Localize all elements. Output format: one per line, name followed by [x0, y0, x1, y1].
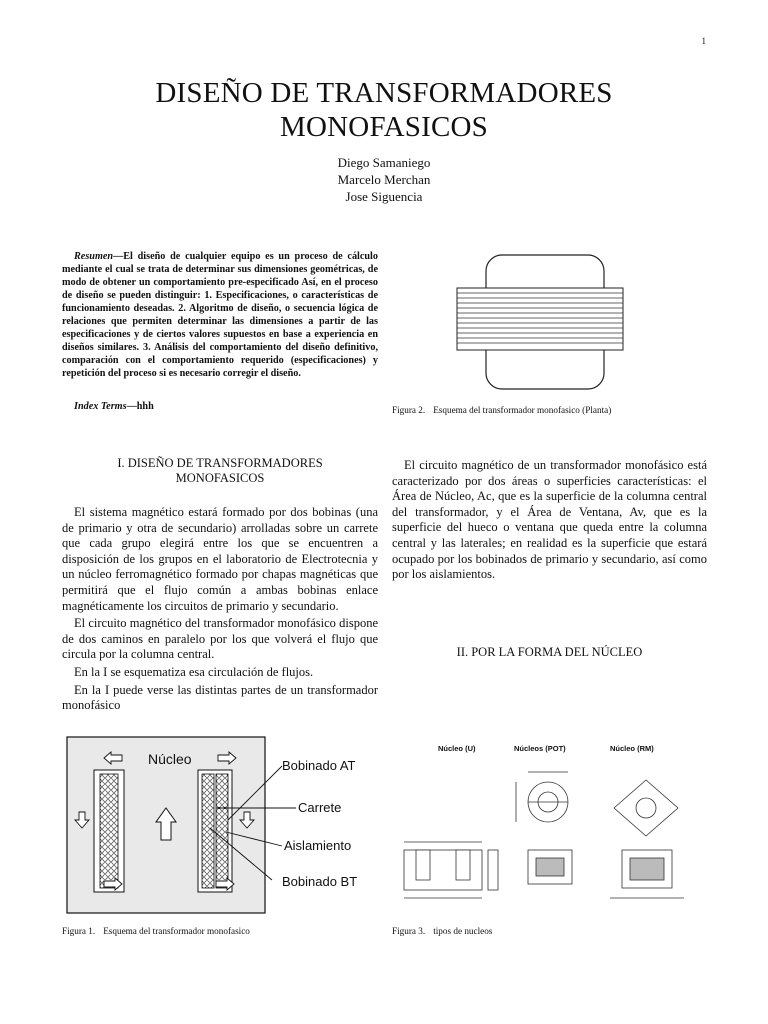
figure-1-caption	[62, 926, 250, 936]
u-core-drawing	[404, 842, 498, 898]
right-column-body	[392, 458, 707, 583]
right-winding-inner	[202, 774, 214, 888]
index-terms	[62, 401, 378, 412]
title-line-2: MONOFASICOS	[280, 111, 488, 143]
figure-2-drawing	[455, 252, 625, 392]
author-2: Marcelo Merchan	[337, 172, 431, 187]
section-1-heading	[62, 456, 378, 486]
section-1-body	[62, 505, 378, 714]
section-2-heading: II. POR LA FORMA DEL NÚCLEO	[456, 645, 643, 659]
label-bobinado-bt: Bobinado BT	[282, 874, 358, 889]
pot-core-drawing	[516, 772, 572, 884]
section-1-heading-line-2: MONOFASICOS	[175, 471, 265, 485]
figure-1-caption-text: Esquema del transformador monofasico	[103, 926, 250, 936]
section-1-heading-line-1: I. DISEÑO DE TRANSFORMADORES	[117, 456, 323, 470]
figure-2-label: Figura 2.	[392, 405, 426, 415]
paragraph: El sistema magnético estará formado por dos bobinas (una de primario y otra de secundario) arrolladas sobre un carrete que cada grupo elegirá entre los que se encuentren a disposición de los grupos en el laboratorio de Electrotecnia y un núcleo ferromagnético formado por chapas magnéticas que permitirá que el flujo común a ambas bobinas enlace magnéticamente los circuitos de primario y secundario.	[62, 505, 378, 613]
paragraph: El circuito magnético de un transformador monofásico está caracterizado por dos áreas o superficies características: el Área de Núcleo, Ac, que es la superficie de la columna central del transformador, y el Área de Ventana, Av, que es la superficie del hueco o ventana que queda entre la columna central y las laterales; en realidad es la superficie que estará ocupado por los bobinados de primario y secundario, así como por los aislamientos.	[392, 458, 707, 582]
label-nucleo-rm: Núcleo (RM)	[610, 744, 654, 753]
core-laminations	[457, 288, 623, 350]
abstract-text: —El diseño de cualquier equipo es un proceso de cálculo mediante el cual se trata de determinar sus dimensiones geométricas, de modo de obtener un comportamiento pre-especificado Así, en el proceso de diseño se pueden distinguir: 1. Especificaciones, o características de funcionamiento deseadas. 2. Algoritmo de diseño, o secuencia lógica de relaciones que permiten determinar las dimensiones a partir de las especificaciones y de ciertos valores supuestos en base a experiencia en diseños similares. 3. Análisis del comportamiento del diseño definitivo, comparación con el comportamiento requerido (especificaciones) y repetición del proceso si es necesario corregir el diseño.	[62, 251, 378, 379]
figure-2-caption	[392, 405, 611, 415]
paragraph: El circuito magnético del transformador monofásico dispone de dos caminos en paralelo por los que volverá el flujo que circula por la columna central.	[62, 616, 378, 662]
label-bobinado-at: Bobinado AT	[282, 758, 356, 773]
author-1: Diego Samaniego	[337, 155, 431, 170]
label-aislamiento: Aislamiento	[284, 838, 352, 853]
abstract	[62, 250, 378, 380]
index-terms-text: —hhh	[126, 401, 154, 412]
rm-core-drawing	[610, 780, 684, 898]
abstract-label: Resumen	[74, 251, 114, 262]
figure-3-caption-text: tipos de nucleos	[433, 926, 493, 936]
figure-1-label: Figura 1.	[62, 926, 96, 936]
title-line-1: DISEÑO DE TRANSFORMADORES	[155, 77, 613, 109]
label-carrete: Carrete	[298, 800, 342, 815]
label-nucleo-u: Núcleo (U)	[438, 744, 476, 753]
label-nucleos-pot: Núcleos (POT)	[514, 744, 566, 753]
paper-title	[0, 76, 768, 144]
figure-2-caption-text: Esquema del transformador monofasico (Planta)	[433, 405, 612, 415]
page-number: 1	[701, 36, 706, 46]
figure-1-drawing	[66, 736, 376, 916]
index-terms-label: Index Terms	[74, 401, 127, 412]
paragraph: En la I puede verse las distintas partes de un transformador monofásico	[62, 682, 378, 713]
authors	[0, 154, 768, 205]
paragraph: En la I se esquematiza esa circulación de flujos.	[74, 664, 314, 679]
author-3: Jose Siguencia	[345, 189, 423, 204]
right-winding-outer	[216, 774, 228, 888]
left-winding	[100, 774, 118, 888]
label-nucleo: Núcleo	[148, 751, 192, 767]
figure-3-label: Figura 3.	[392, 926, 426, 936]
figure-3-drawing	[400, 738, 710, 913]
figure-3-caption	[392, 926, 492, 936]
